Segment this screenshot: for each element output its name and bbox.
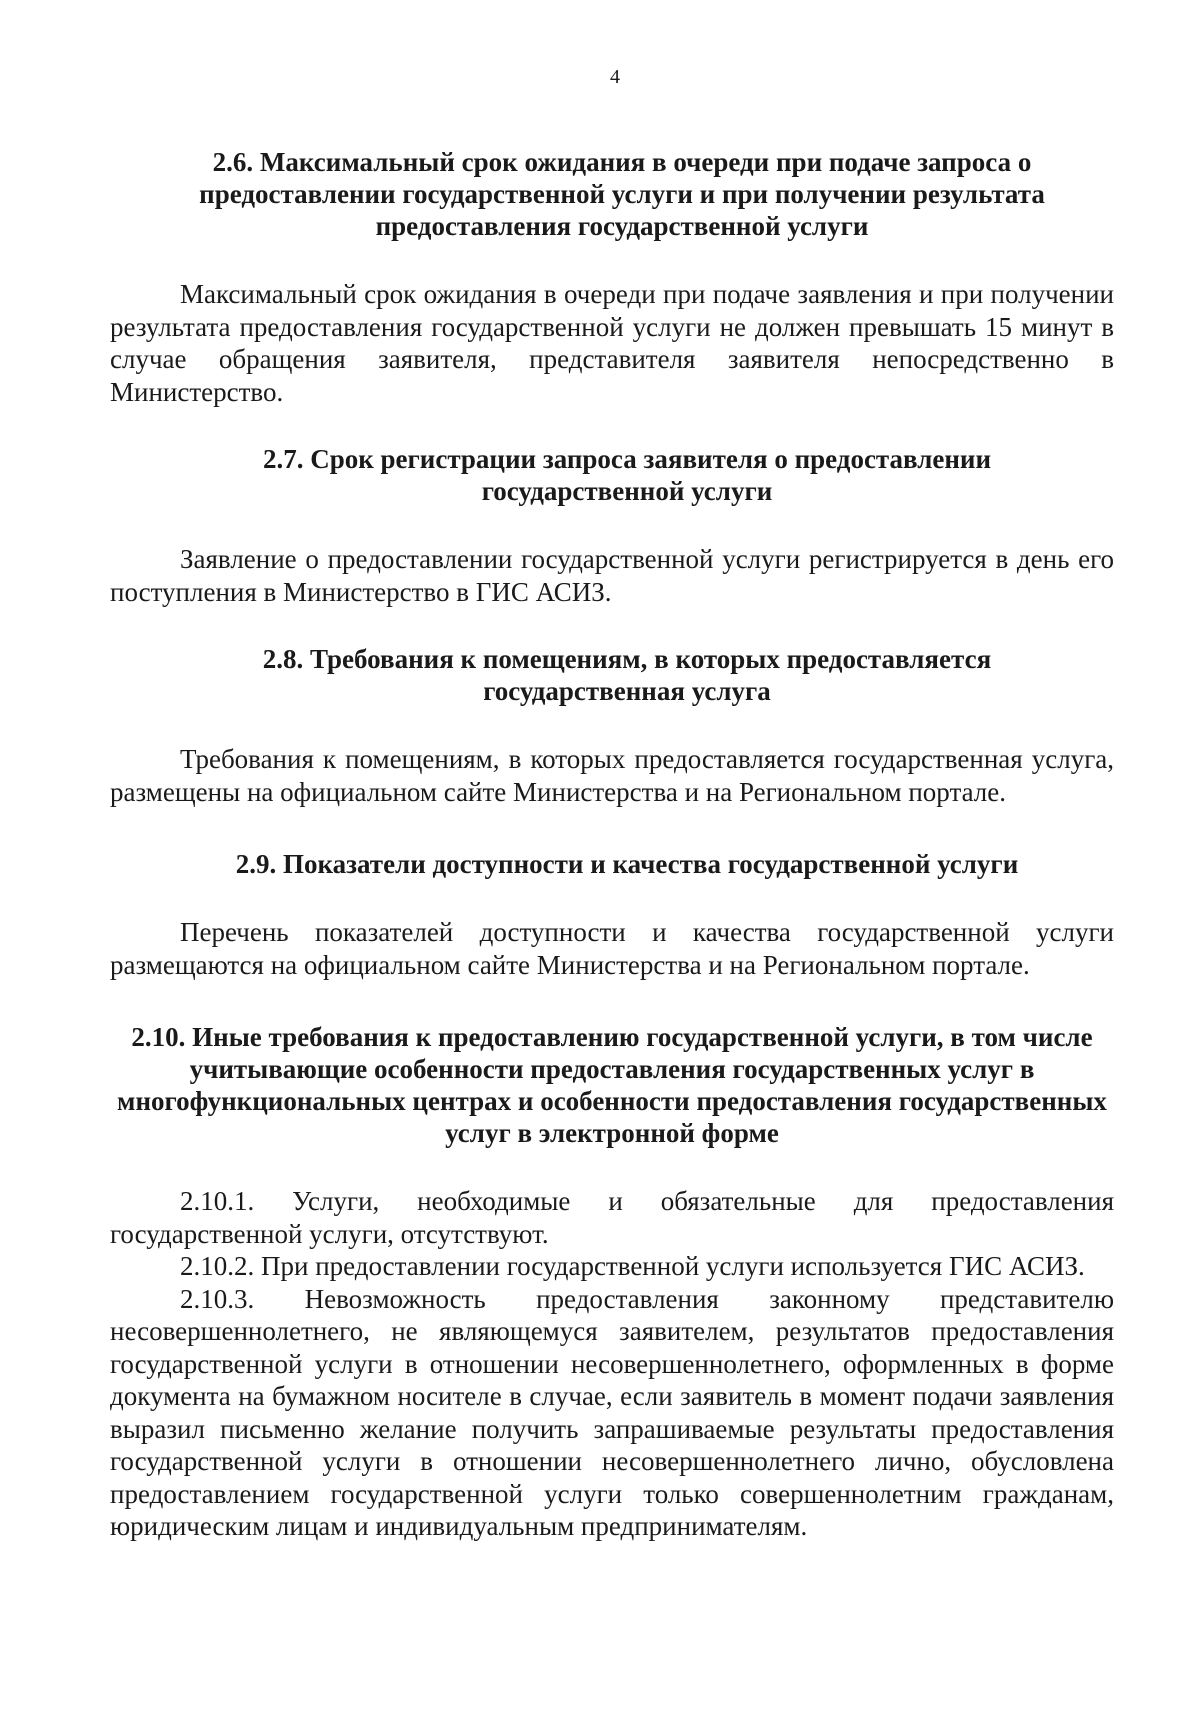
section-heading-2-9: 2.9. Показатели доступности и качества государственной услуги (235, 849, 1019, 879)
clause-2-10-2: 2.10.2. При предоставлении государственной услуги используется ГИС АСИЗ. (180, 1251, 1085, 1281)
page-number: 4 (610, 66, 620, 88)
section-heading-2-10: 2.10. Иные требования к предоставлению государственной услуги, в том числе учитывающие особенности предоставления государственных услуг в многофункциональных центрах и особенности предоставления государственных услуг в электронной форме (117, 1022, 1107, 1148)
section-text-2-9: Перечень показателей доступности и качества государственной услуги размещаются на официальном сайте Министерства и на Региональном портале. (110, 917, 1114, 980)
section-heading-2-8: 2.8. Требования к помещениям, в которых предоставляется государственная услуга (262, 644, 992, 706)
section-text-2-7: Заявление о предоставлении государственной услуги регистрируется в день его поступления в Министерство в ГИС АСИЗ. (110, 544, 1114, 607)
section-text-2-8: Требования к помещениям, в которых предоставляется государственная услуга, размещены на официальном сайте Министерства и на Региональном портале. (110, 744, 1114, 807)
clause-2-10-1: 2.10.1. Услуги, необходимые и обязательные для предоставления государственной услуги, отсутствуют. (110, 1186, 1114, 1249)
section-heading-2-7: 2.7. Срок регистрации запроса заявителя о предоставлении государственной услуги (262, 444, 992, 506)
clause-2-10-3: 2.10.3. Невозможность предоставления законному представителю несовершеннолетнего, не являющемуся заявителем, результатов предоставления государственной услуги в отношении несовершеннолетнего, оформленных в форме документа на бумажном носителе в случае, если заявитель в момент подачи заявления выразил письменно желание получить запрашиваемые результаты предоставления государственной услуги в отношении несовершеннолетнего лично, обусловлена предоставлением государственной услуги только совершеннолетним гражданам, юридическим лицам и индивидуальным предпринимателям. (110, 1283, 1114, 1541)
document-body (110, 146, 1114, 1543)
section-text-2-6: Максимальный срок ожидания в очереди при подаче заявления и при получении результата предоставления государственной услуги не должен превышать 15 минут в случае обращения заявителя, представителя заявителя непосредственно в Министерство. (110, 279, 1114, 407)
section-heading-2-6: 2.6. Максимальный срок ожидания в очереди при подаче запроса о предоставлении государственной услуги и при получении результата предоставления государственной услуги (199, 147, 1045, 241)
